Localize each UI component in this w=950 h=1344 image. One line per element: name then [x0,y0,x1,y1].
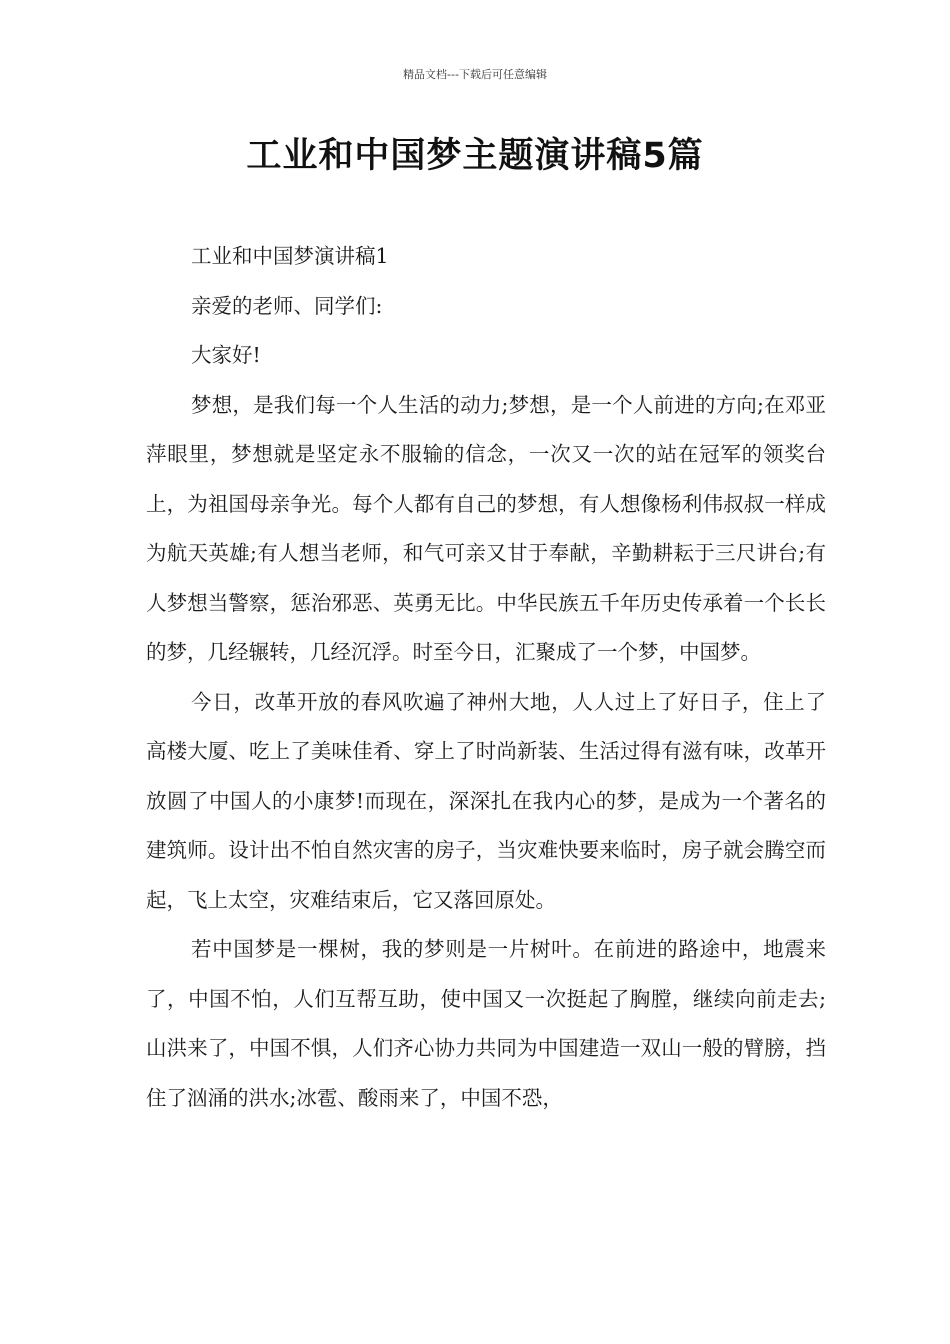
body-paragraph: 今日，改革开放的春风吹遍了神州大地，人人过上了好日子，住上了高楼大厦、吃上了美味佳肴、穿上了时尚新装、生活过得有滋有味，改革开放圆了中国人的小康梦!而现在，深深扎在我内心的梦，是成为一个著名的建筑师。设计出不怕自然灾害的房子，当灾难快要来临时，房子就会腾空而起，飞上太空，灾难结束后，它又落回原处。 [146,689,826,912]
document-title: 工业和中国梦主题演讲稿5篇 [246,136,704,176]
section-subtitle: 工业和中国梦演讲稿1 [191,244,389,268]
greeting: 大家好! [191,343,261,367]
body-paragraph: 梦想，是我们每一个人生活的动力;梦想，是一个人前进的方向;在邓亚萍眼里，梦想就是坚定永不服输的信念，一次又一次的站在冠军的领奖台上，为祖国母亲争光。每个人都有自己的梦想，有人想像杨利伟叔叔一样成为航天英雄;有人想当老师，和气可亲又甘于奉献，辛勤耕耘于三尺讲台;有人梦想当警察，惩治邪恶、英勇无比。中华民族五千年历史传承着一个长长的梦，几经辗转，几经沉浮。时至今日，汇聚成了一个梦，中国梦。 [146,392,826,664]
page-header-note: 精品文档---下载后可任意编辑 [403,68,547,81]
document-body [146,232,826,1123]
body-paragraph: 若中国梦是一棵树，我的梦则是一片树叶。在前进的路途中，地震来了，中国不怕，人们互帮互助，使中国又一次挺起了胸膛，继续向前走去;山洪来了，中国不惧，人们齐心协力共同为中国建造一双山一般的臂膀，挡住了汹涌的洪水;冰雹、酸雨来了，中国不恐， [146,937,826,1110]
salutation: 亲爱的老师、同学们: [191,293,383,318]
